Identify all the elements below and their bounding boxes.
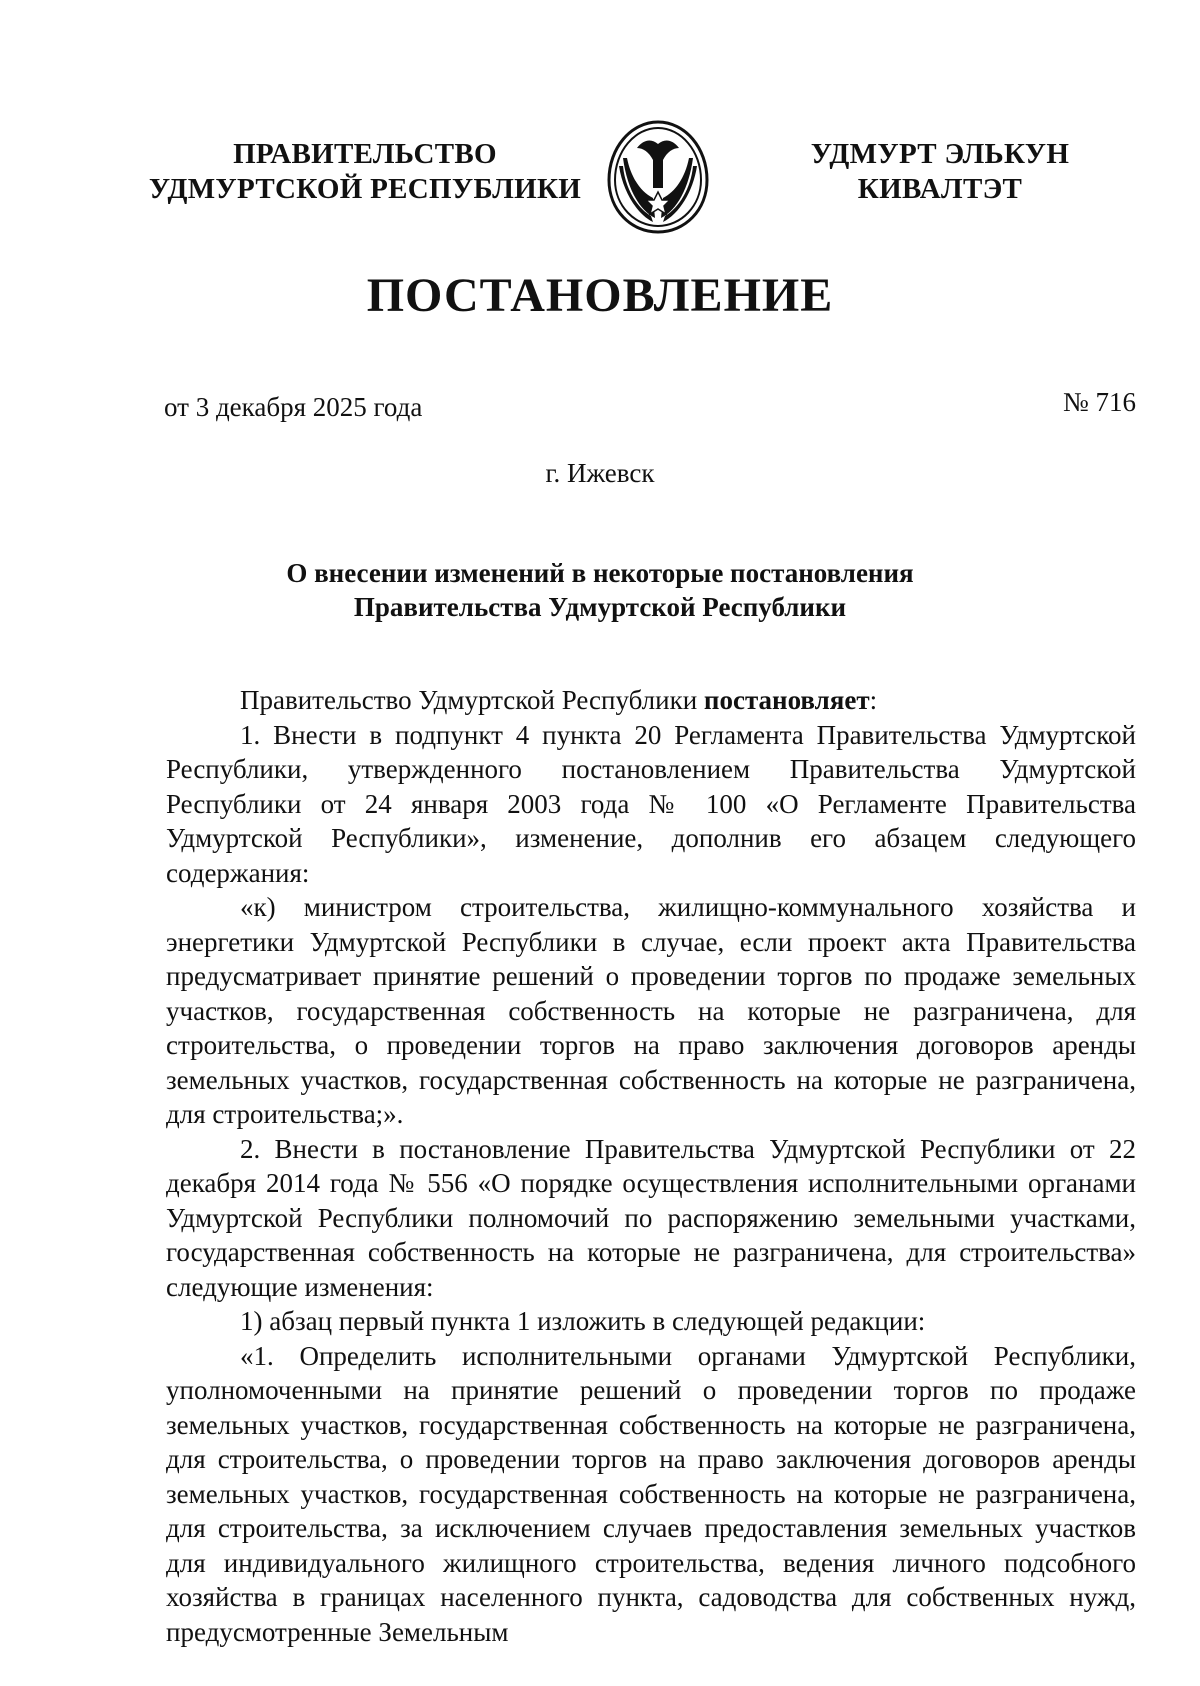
org-name-russian-line2: УДМУРТСКОЙ РЕСПУБЛИКИ xyxy=(148,173,582,205)
document-title-line2: Правительства Удмуртской Республики xyxy=(353,592,847,622)
udmurt-coat-of-arms-icon xyxy=(603,118,713,236)
document-type-heading: ПОСТАНОВЛЕНИЕ xyxy=(366,269,834,322)
intro-suffix: : xyxy=(869,685,878,715)
document-title xyxy=(200,556,1000,624)
paragraph-quoted-point-1: «1. Определить исполнительными органами Удмуртской Республики, уполномоченными на принятие решений о проведении торгов по продаже земельных участков, государственная собственность на которые не разграничена, для строительства, о проведении торгов на право заключения договоров аренды земельных участков, государственная собственность на которые не разграничена, для строительства, за исключением случаев предоставления земельных участков для индивидуального жилищного строительства, ведения личного подсобного хозяйства в границах населенного пункта, садоводства для собственных нужд, предусмотренные Земельным xyxy=(166,1340,1136,1647)
org-name-udmurt xyxy=(790,137,1090,207)
paragraph-subitem-1: 1) абзац первый пункта 1 изложить в следующей редакции: xyxy=(240,1306,926,1336)
intro-prefix: Правительство Удмуртской Республики xyxy=(240,685,704,715)
document-title-line1: О внесении изменений в некоторые постановления xyxy=(286,558,914,588)
document-body xyxy=(166,683,1136,1649)
org-name-russian xyxy=(145,137,585,207)
org-name-udmurt-line1: УДМУРТ ЭЛЬКУН xyxy=(810,138,1070,170)
document-city: г. Ижевск xyxy=(545,458,655,488)
intro-paragraph xyxy=(166,683,1136,718)
org-name-udmurt-line2: КИВАЛТЭТ xyxy=(857,173,1023,205)
paragraph-item-2: 2. Внести в постановление Правительства Удмуртской Республики от 22 декабря 2014 года № 556 «О порядке осуществления исполнительными органами Удмуртской Республики полномочий по распоряжению земельными участками, государственная собственность на которые не разграничена, для строительства» следующие изменения: xyxy=(166,1133,1136,1302)
intro-bold-verb: постановляет xyxy=(703,685,870,715)
document-date: от 3 декабря 2025 года xyxy=(164,392,423,422)
org-name-russian-line1: ПРАВИТЕЛЬСТВО xyxy=(233,138,497,170)
paragraph-subitem-k: «к) министром строительства, жилищно-коммунального хозяйства и энергетики Удмуртской Республики в случае, если проект акта Правительства предусматривает принятие решений о проведении торгов по продаже земельных участков, государственная собственность на которые не разграничена, для строительства, о проведении торгов на право заключения договоров аренды земельных участков, государственная собственность на которые не разграничена, для строительства;». xyxy=(166,892,1136,1129)
document-number: № 716 xyxy=(1062,387,1136,417)
paragraph-item-1: 1. Внести в подпункт 4 пункта 20 Регламента Правительства Удмуртской Республики, утвержденного постановлением Правительства Удмуртской Республики от 24 января 2003 года № 100 «О Регламенте Правительства Удмуртской Республики», изменение, дополнив его абзацем следующего содержания: xyxy=(166,719,1136,888)
